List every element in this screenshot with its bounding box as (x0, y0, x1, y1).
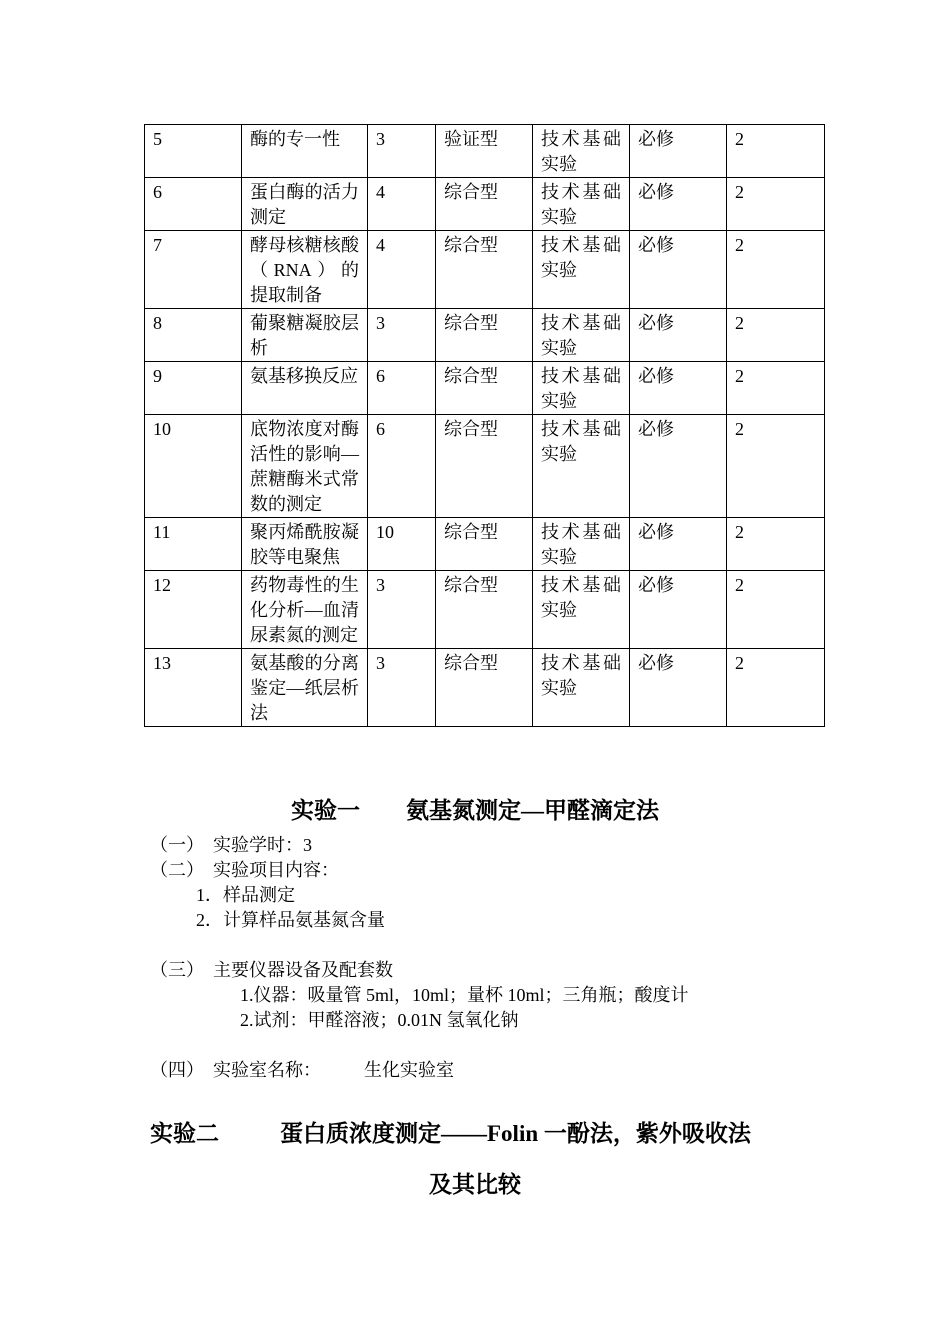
cell-category: 技术基础实验 (533, 309, 630, 362)
table-row (145, 231, 825, 309)
cell-category: 技术基础实验 (533, 178, 630, 231)
exp2-title-line2: 及其比较 (429, 1172, 521, 1197)
cell-hours: 3 (368, 571, 436, 649)
cell-type: 综合型 (436, 571, 533, 649)
cell-group: 2 (727, 571, 825, 649)
cell-number: 5 (145, 125, 242, 178)
cell-category: 技术基础实验 (533, 415, 630, 518)
cell-name: 酵母核糖核酸（RNA）的提取制备 (242, 231, 368, 309)
cell-category: 技术基础实验 (533, 231, 630, 309)
table-row (145, 649, 825, 727)
cell-requirement: 必修 (630, 231, 727, 309)
cell-type: 验证型 (436, 125, 533, 178)
cell-requirement: 必修 (630, 649, 727, 727)
cell-category: 技术基础实验 (533, 571, 630, 649)
cell-group: 2 (727, 649, 825, 727)
cell-name: 酶的专一性 (242, 125, 368, 178)
cell-name: 氨基移换反应 (242, 362, 368, 415)
exp1-equip-item: 2.试剂：甲醛溶液；0.01N 氢氧化钠 (240, 1010, 519, 1030)
cell-name: 底物浓度对酶活性的影响—蔗糖酶米式常数的测定 (242, 415, 368, 518)
cell-type: 综合型 (436, 649, 533, 727)
cell-category: 技术基础实验 (533, 362, 630, 415)
table-row (145, 178, 825, 231)
cell-hours: 6 (368, 362, 436, 415)
table-row (145, 125, 825, 178)
cell-type: 综合型 (436, 178, 533, 231)
cell-hours: 3 (368, 125, 436, 178)
cell-requirement: 必修 (630, 518, 727, 571)
cell-number: 9 (145, 362, 242, 415)
exp1-lab-name: 生化实验室 (364, 1060, 454, 1080)
cell-name: 氨基酸的分离鉴定—纸层析法 (242, 649, 368, 727)
course-table (144, 124, 825, 727)
cell-hours: 6 (368, 415, 436, 518)
exp1-lab-label: （四） 实验室名称： (150, 1060, 321, 1080)
cell-requirement: 必修 (630, 125, 727, 178)
cell-type: 综合型 (436, 309, 533, 362)
cell-group: 2 (727, 518, 825, 571)
exp1-equip-item: 1.仪器：吸量管 5ml，10ml；量杯 10ml；三角瓶；酸度计 (240, 985, 689, 1005)
exp1-hours: （一） 实验学时：3 (150, 835, 312, 855)
cell-requirement: 必修 (630, 571, 727, 649)
exp1-content-item: 2．计算样品氨基氮含量 (196, 910, 385, 930)
cell-group: 2 (727, 415, 825, 518)
table-row (145, 309, 825, 362)
cell-number: 8 (145, 309, 242, 362)
cell-hours: 3 (368, 309, 436, 362)
cell-requirement: 必修 (630, 178, 727, 231)
cell-hours: 3 (368, 649, 436, 727)
cell-group: 2 (727, 362, 825, 415)
exp1-equip-label: （三） 主要仪器设备及配套数 (150, 960, 393, 980)
cell-number: 10 (145, 415, 242, 518)
cell-name: 药物毒性的生化分析—血清尿素氮的测定 (242, 571, 368, 649)
cell-group: 2 (727, 178, 825, 231)
cell-category: 技术基础实验 (533, 649, 630, 727)
cell-group: 2 (727, 125, 825, 178)
cell-category: 技术基础实验 (533, 125, 630, 178)
cell-group: 2 (727, 309, 825, 362)
exp1-content-item: 1．样品测定 (196, 885, 295, 905)
table-row (145, 518, 825, 571)
cell-hours: 10 (368, 518, 436, 571)
cell-number: 13 (145, 649, 242, 727)
course-table-body (145, 125, 825, 727)
table-row (145, 415, 825, 518)
cell-type: 综合型 (436, 362, 533, 415)
cell-requirement: 必修 (630, 362, 727, 415)
cell-type: 综合型 (436, 415, 533, 518)
cell-number: 11 (145, 518, 242, 571)
cell-category: 技术基础实验 (533, 518, 630, 571)
cell-number: 7 (145, 231, 242, 309)
cell-number: 12 (145, 571, 242, 649)
cell-name: 聚丙烯酰胺凝胶等电聚焦 (242, 518, 368, 571)
cell-requirement: 必修 (630, 415, 727, 518)
exp2-title: 蛋白质浓度测定——Folin 一酚法，紫外吸收法 (280, 1121, 751, 1146)
cell-number: 6 (145, 178, 242, 231)
cell-hours: 4 (368, 178, 436, 231)
table-row (145, 571, 825, 649)
exp2-title-prefix: 实验二 (150, 1121, 219, 1146)
cell-name: 蛋白酶的活力测定 (242, 178, 368, 231)
table-row (145, 362, 825, 415)
cell-requirement: 必修 (630, 309, 727, 362)
exp1-title: 实验一 氨基氮测定—甲醛滴定法 (291, 798, 659, 823)
cell-name: 葡聚糖凝胶层析 (242, 309, 368, 362)
cell-type: 综合型 (436, 231, 533, 309)
cell-hours: 4 (368, 231, 436, 309)
cell-type: 综合型 (436, 518, 533, 571)
exp1-content-label: （二） 实验项目内容： (150, 860, 339, 880)
cell-group: 2 (727, 231, 825, 309)
